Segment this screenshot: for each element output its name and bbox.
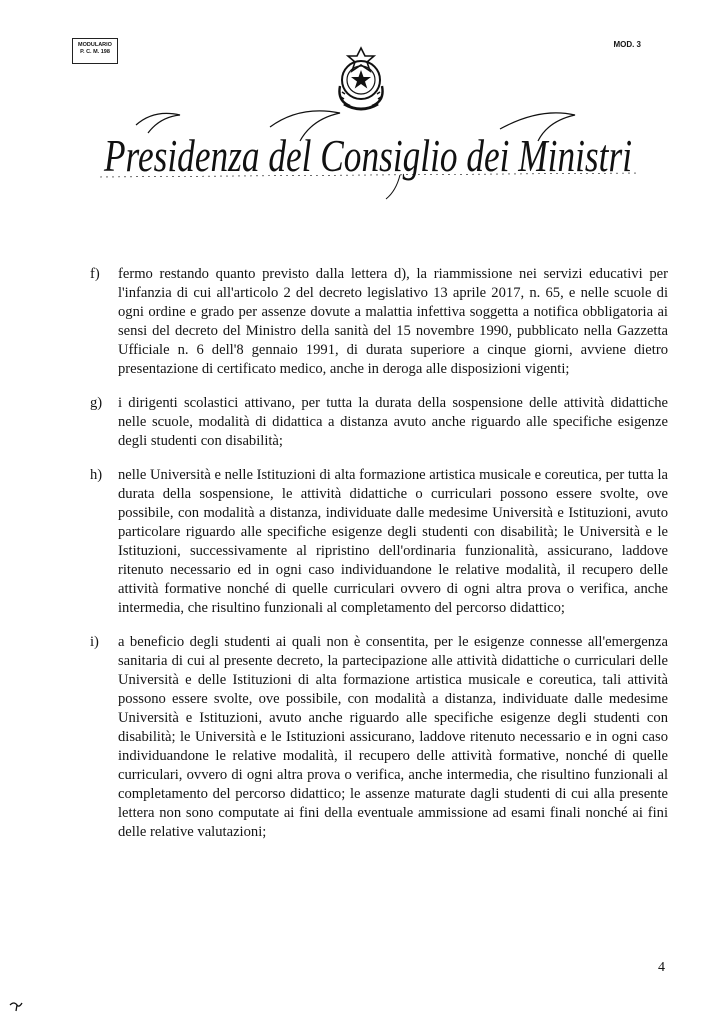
item-text: nelle Università e nelle Istituzioni di alta formazione artistica musicale e coreutica, per tutta la durata della sospensione, le attività didattiche o curriculari possono essere svolte, ove possibile, con modalità a distanza, individuate dalle medesime Università e Istituzioni, avuto particolare riguardo alle specifiche esigenze degli studenti con disabilità; le Università e le Istituzioni, successivamente al ripristino dell'ordinaria funzionalità, assicurano, laddove ritenuto necessario ed in ogni caso individuandone le relative modalità, il recupero delle attività formative nonché di quelle curriculari ovvero di ogni altra prova o verifica, anche intermedia, che risultino funzionali al completamento del percorso didattico; — [118, 467, 668, 616]
item-letter: f) — [90, 266, 100, 282]
page-number: 4 — [658, 960, 665, 975]
italian-republic-emblem-icon — [332, 46, 390, 112]
list-item — [90, 466, 668, 618]
document-body — [90, 265, 668, 857]
presidenza-script-logo — [100, 105, 640, 200]
item-letter: h) — [90, 467, 103, 483]
heading-script-text: Presidenza del Consiglio dei Ministri — [103, 130, 633, 181]
modulario-stamp — [72, 38, 118, 64]
handwritten-initial-icon — [8, 996, 24, 1012]
presidenza-heading — [100, 105, 640, 200]
stamp-line-2: P. C. M. 198 — [80, 48, 110, 55]
item-letter: g) — [90, 395, 103, 411]
model-label: MOD. 3 — [613, 40, 641, 49]
list-item — [90, 265, 668, 379]
item-text: fermo restando quanto previsto dalla lettera d), la riammissione nei servizi educativi per l'infanzia di cui all'articolo 2 del decreto legislativo 13 aprile 2017, n. 65, e nelle scuole di ogni ordine e grado per assenze dovute a malattia infettiva soggetta a notifica obbligatoria ai sensi del decreto del Ministro della sanità del 15 novembre 1990, pubblicato nella Gazzetta Ufficiale n. 6 dell'8 gennaio 1991, di durata superiore a cinque giorni, avviene dietro presentazione di certificato medico, anche in deroga alle disposizioni vigenti; — [118, 266, 668, 377]
item-letter: i) — [90, 634, 99, 650]
item-text: i dirigenti scolastici attivano, per tutta la durata della sospensione delle attività didattiche nelle scuole, modalità di didattica a distanza avuto anche riguardo alle specifiche esigenze degli studenti con disabilità; — [118, 395, 668, 449]
stamp-line-1: MODULARIO — [78, 42, 112, 48]
list-item — [90, 394, 668, 451]
item-text: a beneficio degli studenti ai quali non è consentita, per le esigenze connesse all'emergenza sanitaria di cui al presente decreto, la partecipazione alle attività didattiche o curriculari delle Università e delle Istituzioni di alta formazione artistica musicale e coreutica, tali attività possono essere svolte, ove possibile, con modalità a distanza, individuate dalle medesime Università e Istituzioni, avuto anche riguardo alle specifiche esigenze degli studenti con disabilità; le Università e le Istituzioni assicurano, laddove ritenuto necessario e in ogni caso individuandone le relative modalità, il recupero delle attività formative, nonché di quelle curriculari, ovvero di ogni altra prova o verifica, anche intermedia, che risultino funzionali al completamento del percorso didattico; le assenze maturate dagli studenti di cui alla presente lettera non sono computate ai fini della eventuale ammissione ad esami finali nonché ai fini delle relative valutazioni; — [118, 634, 668, 840]
list-item — [90, 633, 668, 842]
